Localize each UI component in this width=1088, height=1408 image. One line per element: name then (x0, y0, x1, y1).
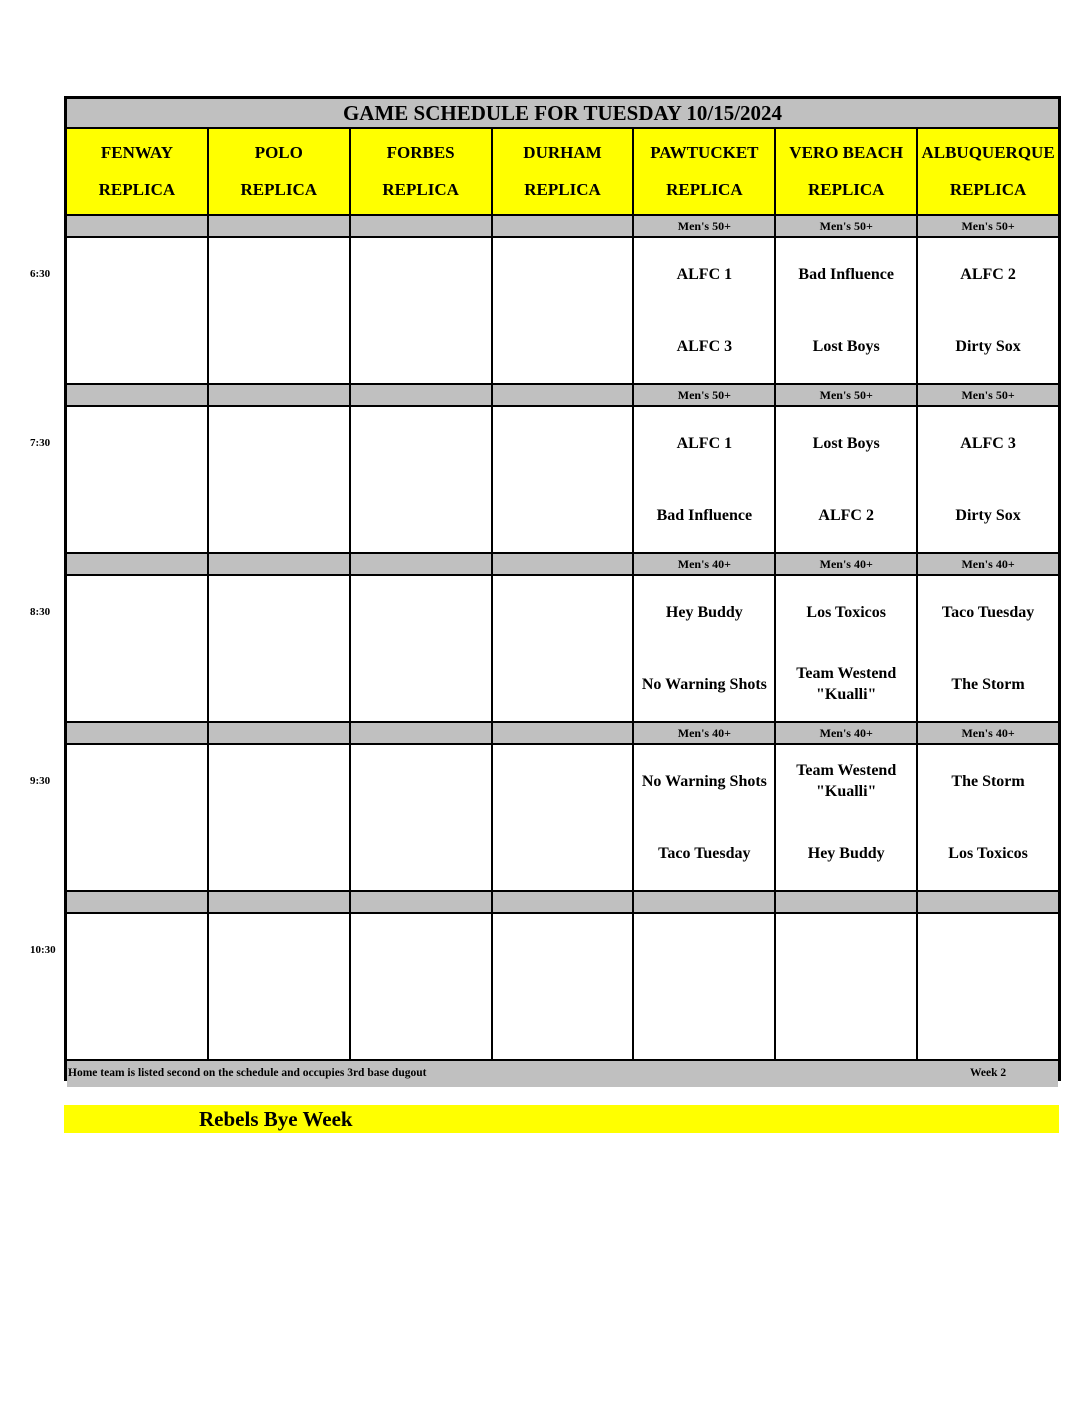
division-label: Men's 50+ (776, 216, 916, 236)
game-cell (776, 238, 916, 383)
game-cell (351, 407, 491, 552)
home-team: Team Westend "Kualli" (796, 665, 897, 703)
bye-week-banner (64, 1105, 1059, 1133)
division-label (493, 892, 633, 912)
division-label (209, 554, 349, 574)
field-header (351, 129, 491, 214)
game-cell (351, 576, 491, 721)
division-label (209, 216, 349, 236)
division-label (351, 385, 491, 405)
game-cell (776, 576, 916, 721)
game-cell (918, 745, 1058, 890)
away-team: Lost Boys (812, 434, 880, 452)
division-label (493, 216, 633, 236)
division-label (67, 723, 207, 743)
home-team: No Warning Shots (641, 675, 767, 693)
field-header (493, 129, 633, 214)
division-label: Men's 40+ (918, 723, 1058, 743)
time-label: 9:30 (30, 775, 51, 787)
away-team: ALFC 1 (676, 265, 733, 283)
home-team: Hey Buddy (807, 844, 885, 862)
field-name: VERO BEACH (789, 143, 904, 163)
division-label: Men's 50+ (918, 385, 1058, 405)
home-team: Taco Tuesday (658, 844, 751, 862)
time-label: 7:30 (30, 437, 51, 449)
division-label (67, 385, 207, 405)
game-cell (918, 407, 1058, 552)
game-cell (67, 407, 207, 552)
game-cell (918, 238, 1058, 383)
game-cell (634, 407, 774, 552)
game-cell (351, 238, 491, 383)
division-label (67, 892, 207, 912)
field-header (209, 129, 349, 214)
time-label: 6:30 (30, 268, 51, 280)
division-label: Men's 40+ (918, 554, 1058, 574)
away-team: Team Westend "Kualli" (796, 762, 897, 800)
week-label: Week 2 (970, 1067, 1007, 1079)
division-label: Men's 50+ (634, 385, 774, 405)
away-team: No Warning Shots (641, 772, 767, 790)
field-subtitle: REPLICA (382, 179, 459, 199)
division-label (351, 554, 491, 574)
home-team: Bad Influence (656, 506, 753, 524)
game-cell (209, 745, 349, 890)
division-label (67, 216, 207, 236)
home-team: Lost Boys (812, 337, 880, 355)
division-label (493, 723, 633, 743)
schedule-footer (67, 1061, 1058, 1087)
game-cell (209, 576, 349, 721)
away-team: Hey Buddy (665, 603, 743, 621)
division-label (634, 892, 774, 912)
game-cell (67, 576, 207, 721)
game-cell (493, 576, 633, 721)
game-cell (67, 745, 207, 890)
game-cell (634, 238, 774, 383)
game-cell (209, 407, 349, 552)
field-subtitle: REPLICA (807, 179, 885, 199)
field-subtitle: REPLICA (240, 179, 318, 199)
bye-week-label: Rebels Bye Week (199, 1107, 353, 1131)
away-team: ALFC 3 (960, 434, 1016, 452)
division-label (493, 554, 633, 574)
field-name: PAWTUCKET (650, 143, 759, 163)
division-label (776, 892, 916, 912)
field-header (634, 129, 774, 214)
game-cell (67, 238, 207, 383)
field-header (67, 129, 207, 214)
division-label (209, 892, 349, 912)
division-label (351, 216, 491, 236)
time-label: 8:30 (30, 606, 51, 618)
game-cell (67, 914, 207, 1059)
game-cell (634, 576, 774, 721)
game-cell (493, 407, 633, 552)
game-cell (634, 914, 774, 1059)
game-cell (493, 914, 633, 1059)
division-label (209, 385, 349, 405)
game-cell (634, 745, 774, 890)
home-team: The Storm (951, 675, 1025, 693)
schedule-title: GAME SCHEDULE FOR TUESDAY 10/15/2024 (67, 99, 1058, 127)
game-cell (493, 745, 633, 890)
field-name: ALBUQUERQUE (921, 143, 1055, 163)
field-name: POLO (254, 143, 303, 163)
field-header (918, 129, 1058, 214)
field-name: FORBES (386, 143, 455, 163)
field-subtitle: REPLICA (666, 179, 743, 199)
division-label: Men's 50+ (776, 385, 916, 405)
division-label: Men's 50+ (634, 216, 774, 236)
division-label (493, 385, 633, 405)
division-label (351, 723, 491, 743)
field-name: DURHAM (523, 143, 602, 163)
home-team: ALFC 2 (818, 506, 874, 524)
time-label: 10:30 (30, 944, 56, 956)
division-label: Men's 50+ (918, 216, 1058, 236)
division-label: Men's 40+ (634, 554, 774, 574)
away-team: Taco Tuesday (941, 603, 1035, 621)
division-label: Men's 40+ (634, 723, 774, 743)
division-label (918, 892, 1058, 912)
game-cell (918, 576, 1058, 721)
division-label (67, 554, 207, 574)
game-cell (209, 914, 349, 1059)
game-cell (776, 745, 916, 890)
home-team: Los Toxicos (948, 844, 1028, 862)
game-cell (918, 914, 1058, 1059)
game-cell (351, 914, 491, 1059)
away-team: ALFC 1 (676, 434, 733, 452)
away-team: Los Toxicos (806, 603, 886, 621)
game-cell (776, 407, 916, 552)
division-label (351, 892, 491, 912)
game-cell (351, 745, 491, 890)
field-subtitle: REPLICA (98, 179, 176, 199)
field-header (776, 129, 916, 214)
home-team: Dirty Sox (955, 337, 1021, 355)
field-name: FENWAY (100, 143, 173, 163)
field-subtitle: REPLICA (949, 179, 1027, 199)
away-team: ALFC 2 (960, 265, 1016, 283)
division-label (209, 723, 349, 743)
division-label: Men's 40+ (776, 723, 916, 743)
home-team-note: Home team is listed second on the schedule and occupies 3rd base dugout (68, 1067, 427, 1079)
away-team: The Storm (951, 772, 1025, 790)
division-label: Men's 40+ (776, 554, 916, 574)
home-team: ALFC 3 (676, 337, 733, 355)
away-team: Bad Influence (798, 265, 894, 283)
field-subtitle: REPLICA (524, 179, 601, 199)
schedule-table (64, 96, 1061, 1081)
game-cell (776, 914, 916, 1059)
game-cell (493, 238, 633, 383)
home-team: Dirty Sox (955, 506, 1021, 524)
game-cell (209, 238, 349, 383)
